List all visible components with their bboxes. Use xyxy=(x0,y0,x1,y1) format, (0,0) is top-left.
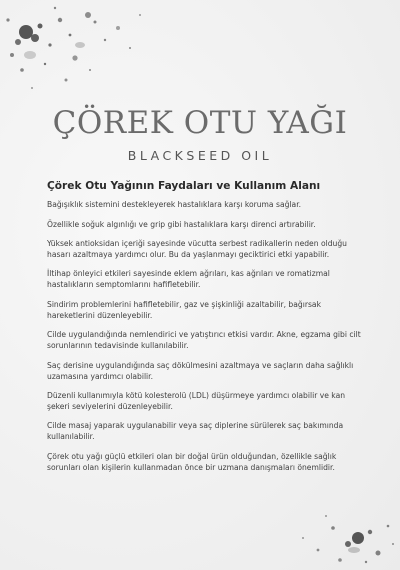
paragraph-digestion: Sindirim problemlerini hafifletebilir, gaz ve şişkinliği azaltabilir, bağırsak hareketlerini düzenleyebilir. xyxy=(47,299,321,320)
paragraph-antioxidant: Yüksek antioksidan içeriği sayesinde vücutta serbest radikallerin neden olduğu hasarı azaltmaya yardımcı olur. Bu da yaşlanmayı geciktirici etki yapabilir. xyxy=(47,239,347,259)
paragraph-warning: Çörek otu yağı güçlü etkileri olan bir doğal ürün olduğundan, özellikle sağlık sorunları olan kişilerin kullanmadan önce bir uzmana danışmaları önemlidir. xyxy=(47,451,337,472)
content-body xyxy=(47,180,367,482)
ink-splatter-top-left xyxy=(0,0,150,110)
page-subtitle: BLACKSEED OIL xyxy=(127,148,273,163)
paragraph-hair: Saç derisine uygulandığında saç dökülmesini azaltmaya ve saçların daha sağlıklı uzamasına yardımcı olabilir. xyxy=(47,360,354,381)
paragraph-skin: Cilde uygulandığında nemlendirici ve yatıştırıcı etkisi vardır. Akne, egzama gibi cilt sorunlarının tedavisinde kullanılabilir. xyxy=(47,330,361,351)
section-heading: Çörek Otu Yağının Faydaları ve Kullanım Alanı xyxy=(47,180,321,192)
paragraph-anti-inflammatory: İltihap önleyici etkileri sayesinde eklem ağrıları, kas ağrıları ve romatizmal hastalıkların semptomlarını hafifletebilir. xyxy=(47,269,330,290)
paragraph-application: Cilde masaj yaparak uygulanabilir veya saç diplerine sürülerek saç bakımında kullanılabilir. xyxy=(47,421,344,442)
ink-splatter-bottom-right xyxy=(278,498,400,570)
paragraph-cholesterol: Düzenli kullanımıyla kötü kolesterolü (LDL) düşürmeye yardımcı olabilir ve kan şekeri seviyelerini düzenleyebilir. xyxy=(47,391,346,411)
paragraph-immunity: Bağışıklık sistemini destekleyerek hastalıklara karşı koruma sağlar. xyxy=(47,200,302,209)
page-title: ÇÖREK OTU YAĞI xyxy=(52,105,348,141)
paragraph-cold-flu: Özellikle soğuk algınlığı ve grip gibi hastalıklara karşı direnci artırabilir. xyxy=(47,219,316,229)
